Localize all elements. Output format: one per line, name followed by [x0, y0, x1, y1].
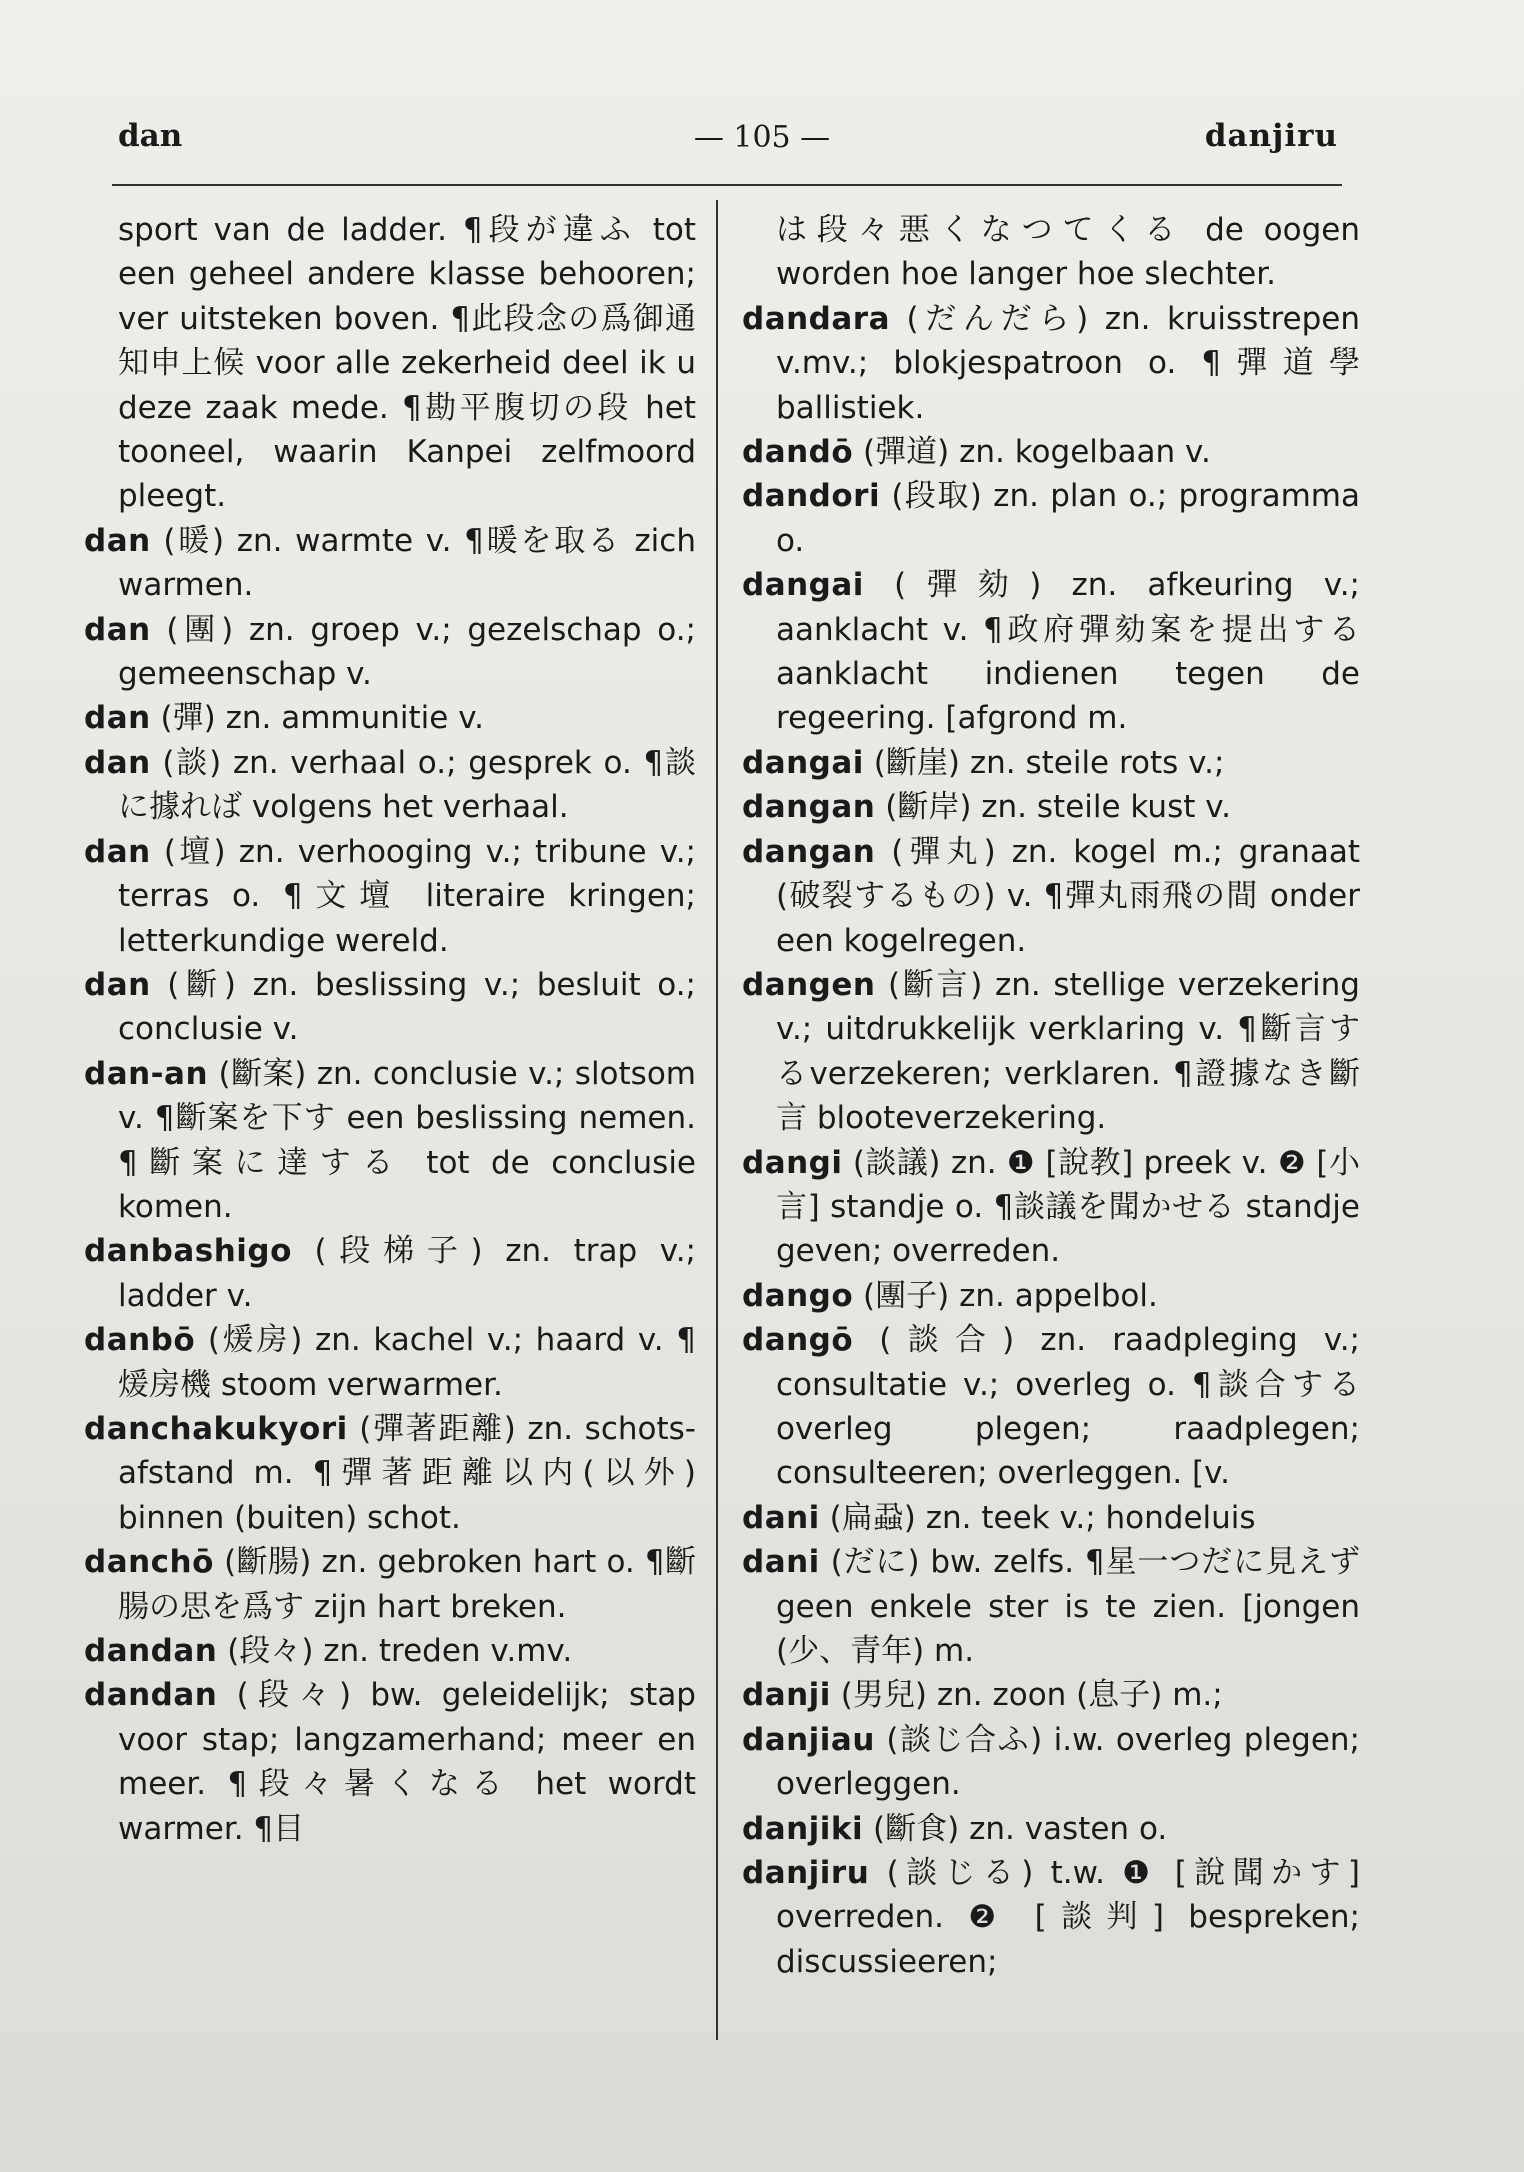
- entry-text: (斷食) zn. vasten o.: [873, 1810, 1168, 1847]
- dictionary-entry: [742, 1673, 1360, 1717]
- dictionary-entry: [742, 563, 1360, 741]
- entry-headword: dandara: [742, 300, 890, 337]
- dictionary-entry: [742, 1807, 1360, 1851]
- dictionary-entry: [742, 1540, 1360, 1673]
- dictionary-entry: [742, 785, 1360, 829]
- entry-headword: danji: [742, 1677, 831, 1714]
- entry-text: (斷岸) zn. steile kust v.: [885, 789, 1232, 826]
- dictionary-entry: [84, 1229, 696, 1318]
- dictionary-entry: [742, 430, 1360, 474]
- entry-text: (段梯子) zn. trap v.; ladder v.: [118, 1233, 696, 1314]
- entry-headword: danbashigo: [84, 1233, 292, 1270]
- entry-headword: dangan: [742, 833, 876, 870]
- entry-text: (談じる) t.w. ❶ [說聞かす] overreden. ❷ [談判] bespreken; discussieeren;: [776, 1855, 1360, 1980]
- entry-text: (だんだら) zn. kruisstrepen v.mv.; blokjespatroon o. ¶彈道學 ballistiek.: [776, 300, 1360, 426]
- entry-headword: dan: [84, 522, 151, 559]
- header-rule: [112, 184, 1342, 186]
- entry-headword: danjiru: [742, 1855, 870, 1892]
- dictionary-entry: [84, 1673, 696, 1851]
- entry-headword: dan: [84, 966, 151, 1003]
- entry-headword: dan: [84, 833, 151, 870]
- dictionary-entry: [84, 696, 696, 740]
- dictionary-entry: [742, 1318, 1360, 1496]
- dictionary-entry: [84, 830, 696, 963]
- column-divider: [716, 200, 718, 2040]
- entry-text: は段々悪くなつてくる de oogen worden hoe langer hoe slechter.: [776, 212, 1360, 293]
- entry-headword: danchō: [84, 1544, 214, 1581]
- dictionary-entry: [84, 963, 696, 1052]
- entry-headword: dangan: [742, 789, 876, 826]
- dictionary-entry: [84, 1052, 696, 1230]
- dictionary-entry: [84, 1407, 696, 1540]
- entry-text: (團) zn. groep v.; gezelschap o.; gemeenschap v.: [118, 611, 697, 693]
- entry-text: (扁蝨) zn. teek v.; hondeluis: [829, 1499, 1256, 1536]
- entry-headword: dangi: [742, 1144, 843, 1181]
- entry-text: (彈劾) zn. afkeuring v.; aanklacht v. ¶政府彈劾案を提出する aanklacht indienen tegen de regeering. [afgrond m.: [776, 567, 1360, 737]
- entry-text: (談合) zn. raadpleging v.; consultatie v.; overleg o. ¶談合する overleg plegen; raadplegen; consulteeren; overleggen. [v.: [776, 1322, 1361, 1492]
- entry-text: (彈) zn. ammunitie v.: [160, 700, 485, 737]
- right-column: [742, 208, 1360, 1984]
- entry-text: (男兒) zn. zoon (息子) m.;: [840, 1677, 1223, 1714]
- left-column: [84, 208, 696, 1851]
- entry-text: (彈丸) zn. kogel m.; granaat (破裂するもの) v. ¶彈丸雨飛の間 onder een kogelregen.: [776, 833, 1360, 959]
- entry-headword: dangen: [742, 966, 876, 1003]
- dictionary-entry: [742, 830, 1360, 963]
- entry-headword: danbō: [84, 1322, 196, 1359]
- entry-text: (だに) bw. zelfs. ¶星一つだに見えず geen enkele ster is te zien. [jongen (少、青年) m.: [776, 1544, 1361, 1669]
- dictionary-entry: [742, 474, 1360, 563]
- entry-text: (段々) bw. geleidelijk; stap voor stap; langzamerhand; meer en meer. ¶段々暑くなる het wordt warmer. ¶目: [118, 1677, 696, 1847]
- dictionary-entry: [742, 1496, 1360, 1540]
- entry-text: (彈著距離) zn. schots-afstand m. ¶彈著距離以内(以外) binnen (buiten) schot.: [118, 1410, 696, 1536]
- entry-text: (斷崖) zn. steile rots v.;: [873, 744, 1225, 781]
- entry-headword: dan: [84, 700, 151, 737]
- dictionary-entry: [84, 1629, 696, 1673]
- entry-headword: dani: [742, 1499, 820, 1536]
- entry-headword: dangō: [742, 1322, 854, 1359]
- entry-text: (談) zn. verhaal o.; gesprek o. ¶談に據れば volgens het verhaal.: [118, 744, 697, 826]
- entry-text: (團子) zn. appelbol.: [863, 1277, 1158, 1314]
- entry-headword: dan: [84, 744, 151, 781]
- entry-text: (斷案) zn. conclusie v.; slotsom v. ¶斷案を下す een beslissing nemen. ¶斷案に達する tot de conclusie komen.: [118, 1055, 696, 1225]
- entry-text: (煖房) zn. kachel v.; haard v. ¶煖房機 stoom verwarmer.: [118, 1322, 696, 1403]
- entry-headword: dan: [84, 611, 151, 648]
- entry-text: (斷) zn. beslissing v.; besluit o.; conclusie v.: [118, 966, 697, 1048]
- dictionary-entry: [742, 963, 1360, 1141]
- dictionary-entry: [84, 1540, 696, 1629]
- entry-text: (暖) zn. warmte v. ¶暖を取る zich warmen.: [118, 522, 696, 604]
- entry-text: (談じ合ふ) i.w. overleg plegen; overleggen.: [776, 1721, 1360, 1803]
- entry-text: (壇) zn. verhooging v.; tribune v.; terras o. ¶文壇 literaire kringen; letterkundige wereld.: [118, 833, 696, 959]
- entry-headword: dangai: [742, 567, 864, 604]
- entry-headword: dandō: [742, 434, 854, 471]
- entry-text: (談議) zn. ❶ [說教] preek v. ❷ [小言] standje o. ¶談議を聞かせる standje geven; overreden.: [776, 1144, 1360, 1270]
- dictionary-entry: [742, 1141, 1360, 1274]
- dictionary-entry: [742, 297, 1360, 430]
- dictionary-entry: [84, 208, 696, 519]
- dictionary-entry: [742, 1851, 1360, 1984]
- entry-headword: dandan: [84, 1677, 218, 1714]
- dictionary-entry: [742, 208, 1360, 297]
- entry-text: sport van de ladder. ¶段が違ふ tot een geheel andere klasse behooren; ver uitsteken boven. ¶此段念の爲御通知申上候 voor alle zekerheid deel ik u deze zaak mede. ¶勘平腹切の段 het tooneel, waarin Kanpei zelfmoord pleegt.: [118, 212, 696, 515]
- entry-headword: dandan: [84, 1633, 218, 1669]
- page-number: — 105 —: [693, 120, 831, 155]
- running-head-left: dan: [118, 118, 183, 154]
- dictionary-entry: [742, 1718, 1360, 1807]
- entry-headword: danjiki: [742, 1810, 864, 1847]
- entry-headword: dani: [742, 1544, 820, 1581]
- entry-text: (段々) zn. treden v.mv.: [227, 1633, 573, 1669]
- entry-headword: dango: [742, 1277, 854, 1314]
- entry-headword: dangai: [742, 744, 864, 781]
- entry-headword: danchakukyori: [84, 1410, 348, 1447]
- dictionary-entry: [742, 1274, 1360, 1318]
- dictionary-entry: [84, 741, 696, 830]
- entry-text: (斷腸) zn. gebroken hart o. ¶斷腸の思を爲す zijn hart breken.: [118, 1544, 696, 1625]
- entry-headword: dan-an: [84, 1055, 209, 1092]
- entry-text: (斷言) zn. stellige verzekering v.; uitdrukkelijk verklaring v. ¶斷言するverzekeren; verklaren. ¶證據なき斷言 blooteverzekering.: [776, 966, 1360, 1137]
- dictionary-entry: [84, 1318, 696, 1407]
- entry-text: (彈道) zn. kogelbaan v.: [863, 434, 1211, 471]
- dictionary-entry: [84, 608, 696, 697]
- entry-headword: danjiau: [742, 1721, 875, 1758]
- entry-headword: dandori: [742, 478, 881, 515]
- entry-text: (段取) zn. plan o.; programma o.: [776, 478, 1360, 559]
- dictionary-entry: [742, 741, 1360, 785]
- dictionary-entry: [84, 519, 696, 608]
- running-head-right: danjiru: [1204, 118, 1338, 154]
